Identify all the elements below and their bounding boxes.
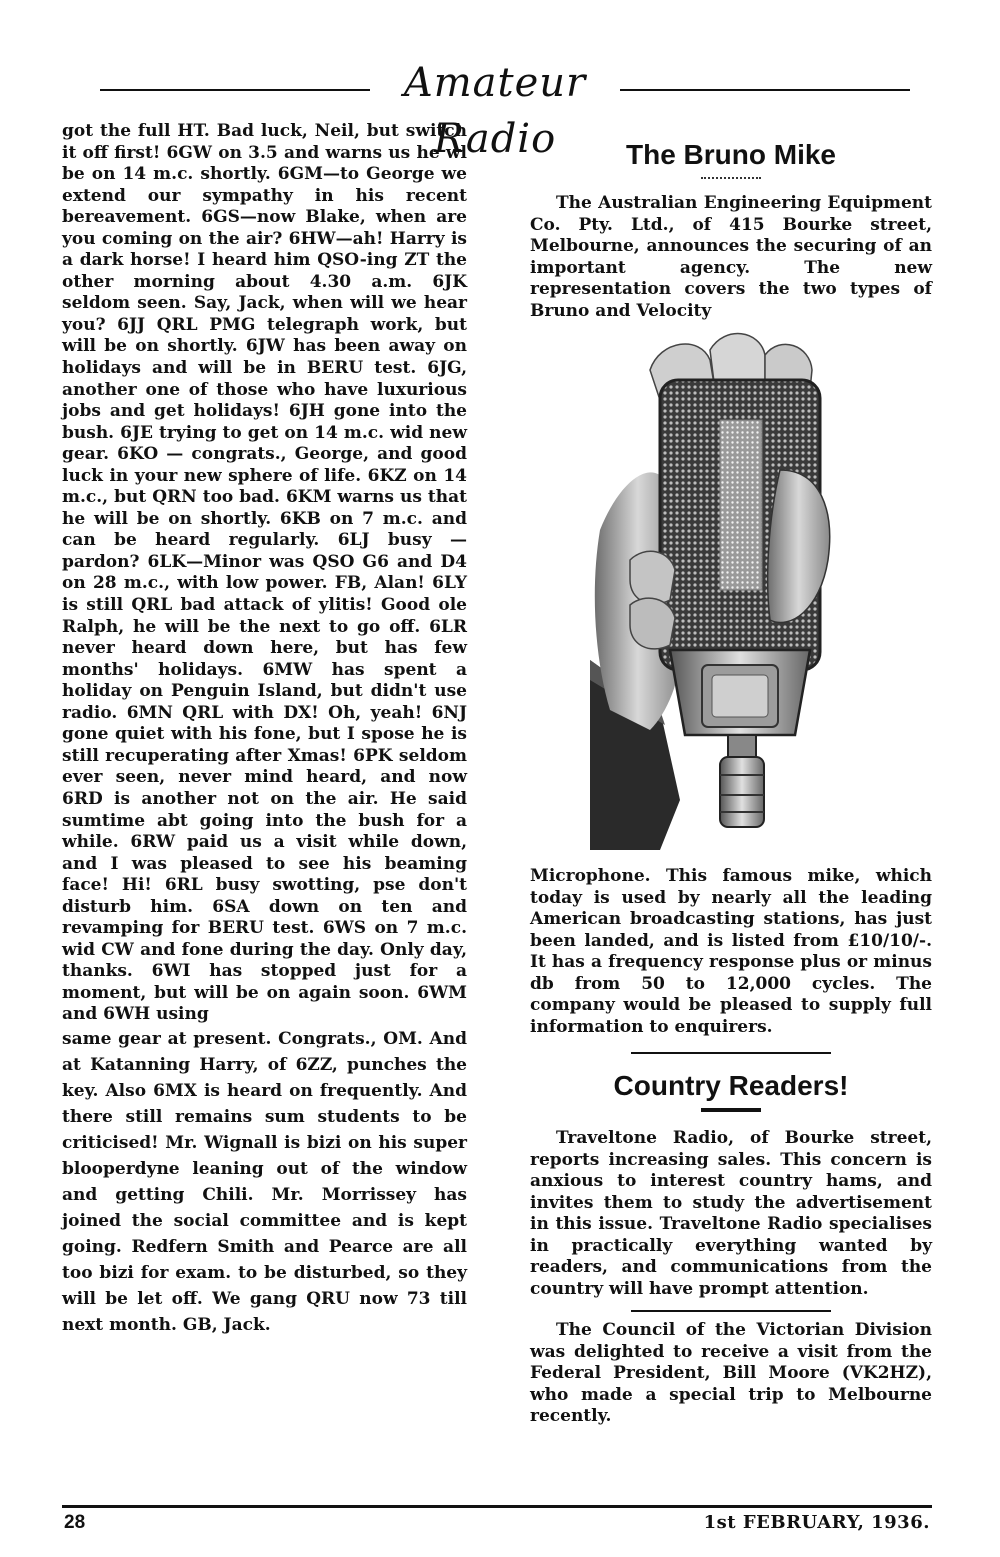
council-paragraph: The Council of the Victorian Division was delighted to receive a visit from the Federal President, Bill Moore (VK2HZ), who made a special trip to Melbourne recently. bbox=[530, 1320, 932, 1426]
heading-ornament bbox=[701, 177, 761, 179]
issue-date: 1st FEBRUARY, 1936. bbox=[703, 1512, 930, 1533]
country-readers-heading: Country Readers! bbox=[613, 1070, 849, 1101]
page-number: 28 bbox=[64, 1512, 86, 1533]
header-rule-left bbox=[100, 89, 370, 91]
heading-ornament bbox=[701, 1108, 761, 1112]
section-divider bbox=[631, 1310, 831, 1312]
hand-holding-microphone-icon bbox=[590, 330, 880, 850]
right-column bbox=[530, 135, 932, 1428]
masthead: Amateur Radio bbox=[403, 60, 587, 162]
bruno-mike-heading: The Bruno Mike bbox=[625, 139, 836, 170]
bruno-paragraph-details: Microphone. This famous mike, which today is used by nearly all the leading American broadcasting stations, has just been landed, and is listed from £10/10/-. It has a frequency response plus or minus db from 50 to 12,000 cycles. The company would be pleased to supply full information to enquirers. bbox=[530, 866, 932, 1037]
left-column bbox=[62, 121, 467, 1338]
club-notes-paragraph: got the full HT. Bad luck, Neil, but switch it off first! 6GW on 3.5 and warns us he wl be on 14 m.c. shortly. 6GM—to George we extend our sympathy in his recent bereavement. 6GS—now Blake, when are you coming on the air? 6HW—ah! Harry is a dark horse! I heard him QSO-ing ZT the other morning about 4.30 a.m. 6JK seldom seen. Say, Jack, when will we hear you? 6JJ QRL PMG telegraph work, but will be on shortly. 6JW has been away on holidays and will be in BERU test. 6JG, another one of those who have luxurious jobs and get holidays! 6JH gone into the bush. 6JE trying to get on 14 m.c. wid new gear. 6KO — congrats., George, and good luck in your new sphere of life. 6KZ on 14 m.c., but QRN too bad. 6KM warns us that he will be on shortly. 6KB on 7 m.c. and can be heard regularly. 6LJ busy —pardon? 6LK—Minor was QSO G6 and D4 on 28 m.c., with low power. FB, Alan! 6LY is still QRL bad attack of ylitis! Good ole Ralph, he will be the next to go off. 6LR never heard down here, but has few months' holidays. 6MW has spent a holiday on Penguin Island, but didn't use radio. 6MN QRL with DX! Oh, yeah! 6NJ gone quiet with his fone, but I spose he is still recuperating after Xmas! 6PK seldom ever seen, never mind heard, and now 6RD is another not on the air. He said sumtime abt going into the bush for a while. 6RW paid us a visit while down, and I was pleased to see his beaming face! Hi! 6RL busy swotting, pse don't disturb him. 6SA down on ten and revamping for BERU test. 6WS on 7 m.c. wid CW and fone during the day. Only day, thanks. 6WI has stopped just for a moment, but will be on again soon. 6WM and 6WH using bbox=[62, 121, 467, 1025]
bruno-paragraph-intro: The Australian Engineering Equipment Co. Pty. Ltd., of 415 Bourke street, Melbourne, announces the securing of an important agency. The new representation covers the two types of Bruno and Velocity bbox=[530, 193, 932, 321]
microphone-photo bbox=[530, 330, 932, 860]
country-readers-paragraph: Traveltone Radio, of Bourke street, reports increasing sales. This concern is anxious to interest country hams, and invites them to study the advertisement in this issue. Traveltone Radio specialises in practically everything wanted by readers, and communications from the country will have prompt attention. bbox=[530, 1128, 932, 1299]
footer-rule bbox=[62, 1505, 932, 1508]
section-divider bbox=[631, 1052, 831, 1054]
header-rule-right bbox=[620, 89, 910, 91]
club-notes-paragraph-continued: same gear at present. Congrats., OM. And at Katanning Harry, of 6ZZ, punches the key. Also 6MX is heard on frequently. And there still remains sum students to be criticised! Mr. Wignall is bizi on his super blooperdyne leaning out of the window and getting Chili. Mr. Morrissey has joined the social committee and is kept going. Redfern Smith and Pearce are all too bizi for exam. to be disturbed, so they will be let off. We gang QRU now 73 till next month. GB, Jack. bbox=[62, 1028, 467, 1335]
